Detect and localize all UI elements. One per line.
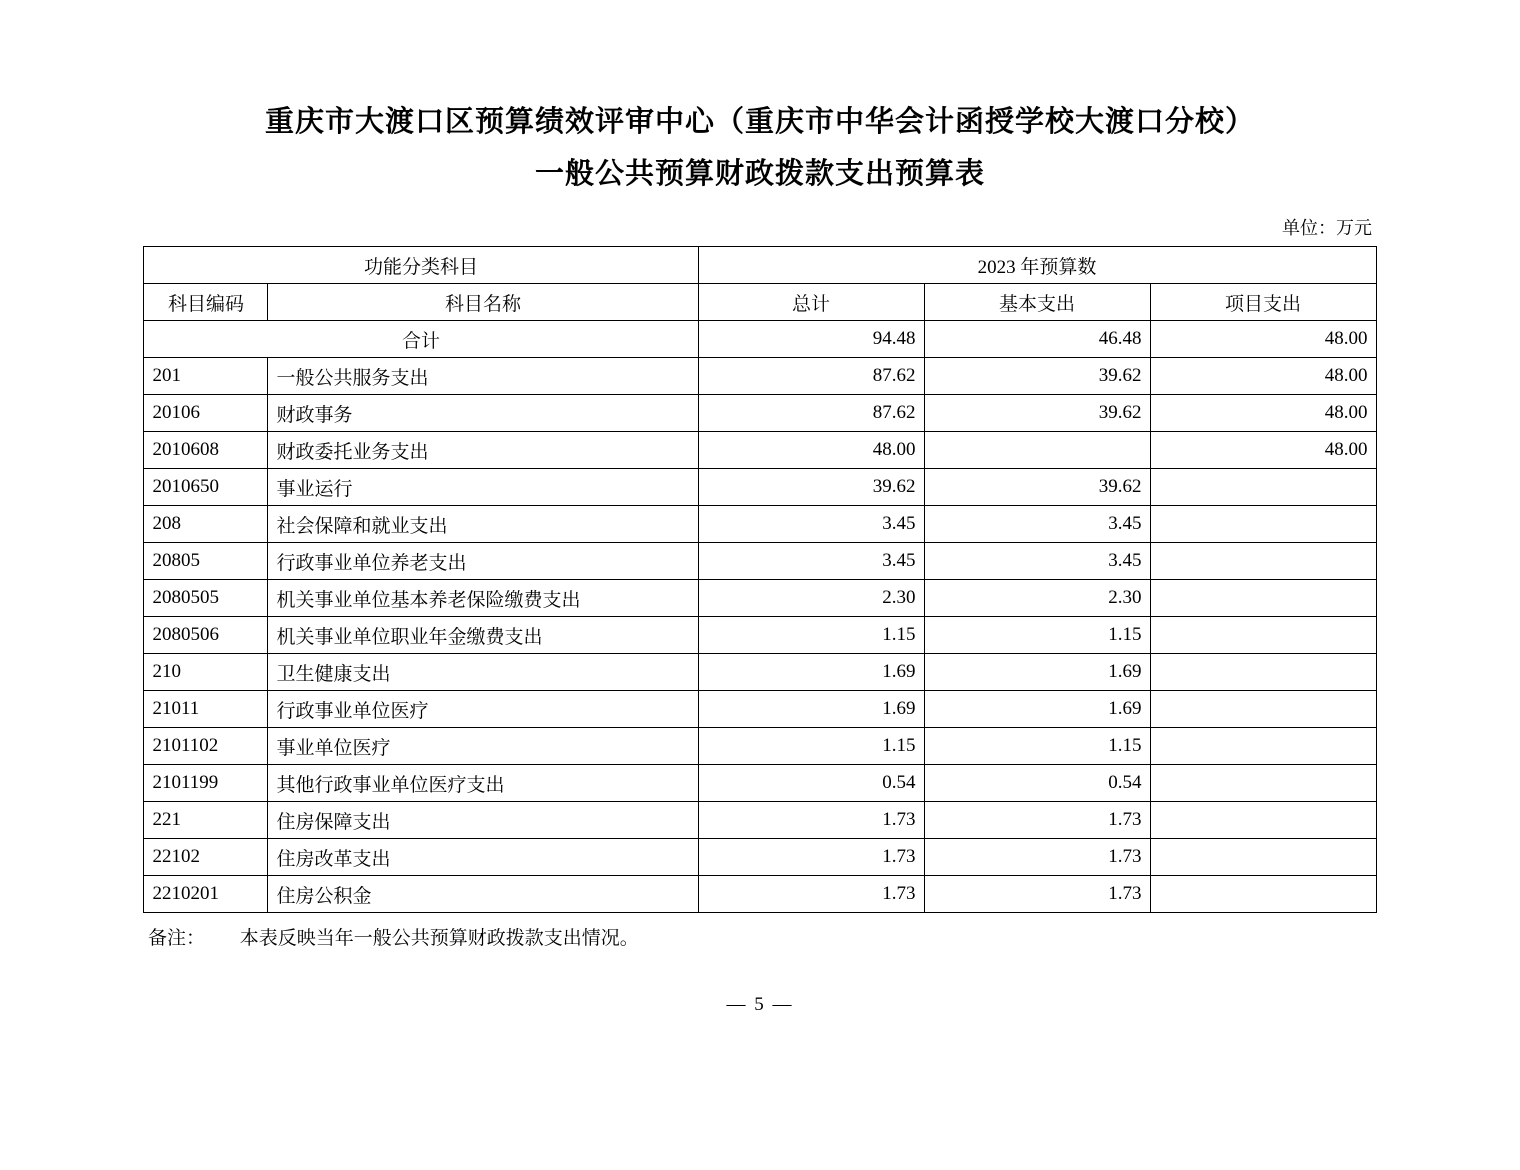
cell-total: 0.54 <box>698 765 924 802</box>
table-row <box>144 765 1376 802</box>
cell-subject-code: 21011 <box>144 691 268 728</box>
cell-basic: 2.30 <box>924 580 1150 617</box>
cell-total: 1.69 <box>698 691 924 728</box>
cell-project <box>1150 506 1376 543</box>
cell-subject-code: 2101102 <box>144 728 268 765</box>
cell-basic: 1.73 <box>924 802 1150 839</box>
group-header-left: 功能分类科目 <box>144 247 698 284</box>
cell-basic: 1.69 <box>924 654 1150 691</box>
column-header-basic: 基本支出 <box>924 284 1150 321</box>
cell-project <box>1150 691 1376 728</box>
cell-total: 48.00 <box>698 432 924 469</box>
cell-total: 1.73 <box>698 839 924 876</box>
cell-subject-name: 行政事业单位医疗 <box>268 691 698 728</box>
footnote-text: 本表反映当年一般公共预算财政拨款支出情况。 <box>239 928 639 949</box>
table-row <box>144 728 1376 765</box>
page-number: — 5 — <box>726 994 794 1015</box>
cell-subject-code: 210 <box>144 654 268 691</box>
column-header-total: 总计 <box>698 284 924 321</box>
table-row <box>144 358 1376 395</box>
cell-total: 1.73 <box>698 802 924 839</box>
cell-project <box>1150 543 1376 580</box>
cell-project <box>1150 839 1376 876</box>
unit-label: 单位：万元 <box>1282 218 1372 238</box>
cell-subject-name: 一般公共服务支出 <box>268 358 698 395</box>
page-title-line-2: 一般公共预算财政拨款支出预算表 <box>534 158 985 190</box>
cell-basic: 1.73 <box>924 876 1150 913</box>
table-row <box>144 469 1376 506</box>
table-row <box>144 617 1376 654</box>
cell-basic: 46.48 <box>924 321 1150 358</box>
cell-project <box>1150 876 1376 913</box>
cell-basic: 1.15 <box>924 728 1150 765</box>
cell-project <box>1150 765 1376 802</box>
cell-project: 48.00 <box>1150 432 1376 469</box>
group-header-right: 2023 年预算数 <box>698 247 1376 284</box>
cell-project <box>1150 728 1376 765</box>
cell-subject-code: 201 <box>144 358 268 395</box>
cell-basic: 1.15 <box>924 617 1150 654</box>
cell-subject-name: 机关事业单位基本养老保险缴费支出 <box>268 580 698 617</box>
cell-total: 1.69 <box>698 654 924 691</box>
cell-basic: 39.62 <box>924 469 1150 506</box>
cell-subject-name: 机关事业单位职业年金缴费支出 <box>268 617 698 654</box>
table-column-header-row <box>144 284 1376 321</box>
cell-subject-code: 2010608 <box>144 432 268 469</box>
cell-total: 2.30 <box>698 580 924 617</box>
cell-subject-name: 住房保障支出 <box>268 802 698 839</box>
cell-basic: 1.73 <box>924 839 1150 876</box>
cell-subject-code: 2080506 <box>144 617 268 654</box>
cell-project <box>1150 580 1376 617</box>
cell-basic: 3.45 <box>924 543 1150 580</box>
cell-subject-name: 事业运行 <box>268 469 698 506</box>
cell-subject-name: 卫生健康支出 <box>268 654 698 691</box>
cell-subject-name: 财政委托业务支出 <box>268 432 698 469</box>
cell-project <box>1150 654 1376 691</box>
cell-subject-code: 2010650 <box>144 469 268 506</box>
cell-subject-name: 住房改革支出 <box>268 839 698 876</box>
cell-project: 48.00 <box>1150 395 1376 432</box>
cell-subject-name: 其他行政事业单位医疗支出 <box>268 765 698 802</box>
table-row <box>144 321 1376 358</box>
cell-total: 87.62 <box>698 358 924 395</box>
table-row <box>144 876 1376 913</box>
table-row <box>144 691 1376 728</box>
table-row <box>144 543 1376 580</box>
table-row <box>144 580 1376 617</box>
cell-total: 1.73 <box>698 876 924 913</box>
cell-total: 1.15 <box>698 728 924 765</box>
cell-total: 1.15 <box>698 617 924 654</box>
cell-basic: 39.62 <box>924 358 1150 395</box>
cell-basic: 3.45 <box>924 506 1150 543</box>
column-header-name: 科目名称 <box>268 284 698 321</box>
cell-subject-name: 事业单位医疗 <box>268 728 698 765</box>
cell-basic: 39.62 <box>924 395 1150 432</box>
column-header-project: 项目支出 <box>1150 284 1376 321</box>
document-page <box>0 96 1520 1170</box>
table-row <box>144 432 1376 469</box>
table-body <box>144 321 1376 913</box>
table-row <box>144 802 1376 839</box>
table-row <box>144 395 1376 432</box>
page-title-line-1: 重庆市大渡口区预算绩效评审中心（重庆市中华会计函授学校大渡口分校） <box>264 106 1255 138</box>
cell-total: 3.45 <box>698 543 924 580</box>
cell-total: 87.62 <box>698 395 924 432</box>
cell-project <box>1150 802 1376 839</box>
cell-subject-name: 住房公积金 <box>268 876 698 913</box>
footnote <box>148 923 1520 950</box>
cell-subject-code: 2210201 <box>144 876 268 913</box>
cell-basic <box>924 432 1150 469</box>
cell-project: 48.00 <box>1150 321 1376 358</box>
cell-subject-code: 22102 <box>144 839 268 876</box>
cell-subject-code: 208 <box>144 506 268 543</box>
cell-project <box>1150 469 1376 506</box>
cell-subject-code: 2101199 <box>144 765 268 802</box>
cell-subject-code: 20106 <box>144 395 268 432</box>
budget-table <box>143 246 1376 913</box>
cell-total: 39.62 <box>698 469 924 506</box>
table-row <box>144 506 1376 543</box>
cell-subject-code: 2080505 <box>144 580 268 617</box>
cell-total: 94.48 <box>698 321 924 358</box>
cell-subject-name: 社会保障和就业支出 <box>268 506 698 543</box>
cell-total: 3.45 <box>698 506 924 543</box>
cell-subject-code: 221 <box>144 802 268 839</box>
table-group-header-row <box>144 247 1376 284</box>
cell-subject-name: 行政事业单位养老支出 <box>268 543 698 580</box>
cell-subject-name: 财政事务 <box>268 395 698 432</box>
table-row <box>144 654 1376 691</box>
column-header-code: 科目编码 <box>144 284 268 321</box>
cell-project <box>1150 617 1376 654</box>
title-block <box>0 96 1520 200</box>
cell-basic: 1.69 <box>924 691 1150 728</box>
table-row <box>144 839 1376 876</box>
footnote-label: 备注： <box>148 928 206 949</box>
cell-project: 48.00 <box>1150 358 1376 395</box>
table-head <box>144 247 1376 321</box>
cell-basic: 0.54 <box>924 765 1150 802</box>
cell-subject-code: 20805 <box>144 543 268 580</box>
cell-subject-name: 合计 <box>144 321 698 358</box>
